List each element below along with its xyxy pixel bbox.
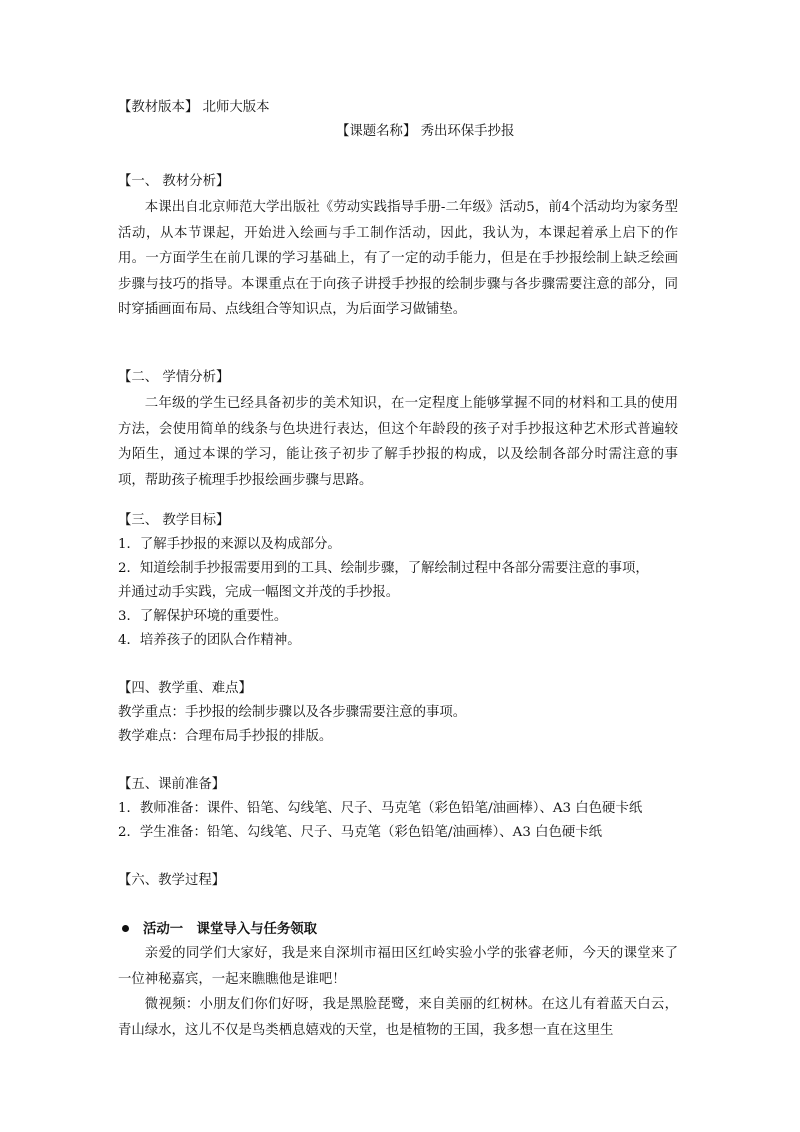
section-heading-3: 【三、 教学目标】 [118, 513, 230, 528]
goal-item: 1．了解手抄报的来源以及构成部分。 [118, 537, 341, 552]
student-preparation: 2．学生准备：铅笔、勾线笔、尺子、马克笔（彩色铅笔/油画棒）、A3 白色硬卡纸 [118, 825, 603, 840]
activity-paragraph-1: 亲爱的同学们大家好，我是来自深圳市福田区红岭实验小学的张睿老师，今天的课堂来了一位神秘嘉宾，一起来瞧瞧他是谁吧！ [118, 946, 678, 987]
title-value: 秀出环保手抄报 [420, 124, 515, 139]
teaching-focus: 教学重点：手抄报的绘制步骤以及各步骤需要注意的事项。 [118, 705, 467, 720]
goal-item: 2．知道绘制手抄报需要用到的工具、绘制步骤，了解绘制过程中各部分需要注意的事项， [118, 561, 649, 576]
section-heading-4: 【四、教学重、难点】 [118, 681, 252, 696]
bullet-icon [122, 925, 129, 932]
section-paragraph-2: 二年级的学生已经具备初步的美术知识，在一定程度上能够掌握不同的材料和工具的使用方法，会使用简单的线条与色块进行表达，但这个年龄段的孩子对手抄报这种艺术形式普遍较为陌生，通过本课的学习，能让孩子初步了解手抄报的构成，以及绘制各部分时需注意的事项，帮助孩子梳理手抄报绘画步骤与思路。 [118, 396, 678, 488]
section-heading-5: 【五、课前准备】 [118, 777, 226, 792]
edition-label: 【教材版本】 [118, 100, 199, 115]
title-line [336, 120, 636, 144]
goal-item: 3．了解保护环境的重要性。 [118, 609, 288, 624]
activity-title: 活动一 课堂导入与任务领取 [143, 921, 318, 937]
activity-paragraph-2: 微视频：小朋友们你们好呀，我是黑脸琵鹭，来自美丽的红树林。在这儿有着蓝天白云，青山绿水，这儿不仅是鸟类栖息嬉戏的天堂，也是植物的王国，我多想一直在这里生 [118, 997, 678, 1038]
goal-item: 4．培养孩子的团队合作精神。 [118, 633, 301, 648]
teaching-difficulty: 教学难点：合理布局手抄报的排版。 [118, 729, 333, 744]
section-heading-2: 【二、 学情分析】 [118, 370, 230, 385]
activity-heading [118, 917, 678, 941]
section-paragraph-1: 本课出自北京师范大学出版社《劳动实践指导手册-二年级》活动5，前4个活动均为家务型活动，从本节课起，开始进入绘画与手工制作活动，因此，我认为，本课起着承上启下的作用。一方面学生在前几课的学习基础上，有了一定的动手能力，但是在手抄报绘制上缺乏绘画步骤与技巧的指导。本课重点在于向孩子讲授手抄报的绘制步骤与各步骤需要注意的部分，同时穿插画面布局、点线组合等知识点，为后面学习做铺垫。 [118, 200, 678, 318]
section-heading-1: 【一、 教材分析】 [118, 174, 230, 189]
edition-value: 北师大版本 [202, 100, 270, 115]
title-label: 【课题名称】 [336, 124, 417, 139]
edition-line [118, 96, 678, 120]
teacher-preparation: 1．教师准备：课件、铅笔、勾线笔、尺子、马克笔（彩色铅笔/油画棒）、A3 白色硬卡纸 [118, 801, 643, 816]
goal-item-continued: 并通过动手实践，完成一幅图文并茂的手抄报。 [118, 585, 400, 600]
section-heading-6: 【六、教学过程】 [118, 873, 226, 888]
